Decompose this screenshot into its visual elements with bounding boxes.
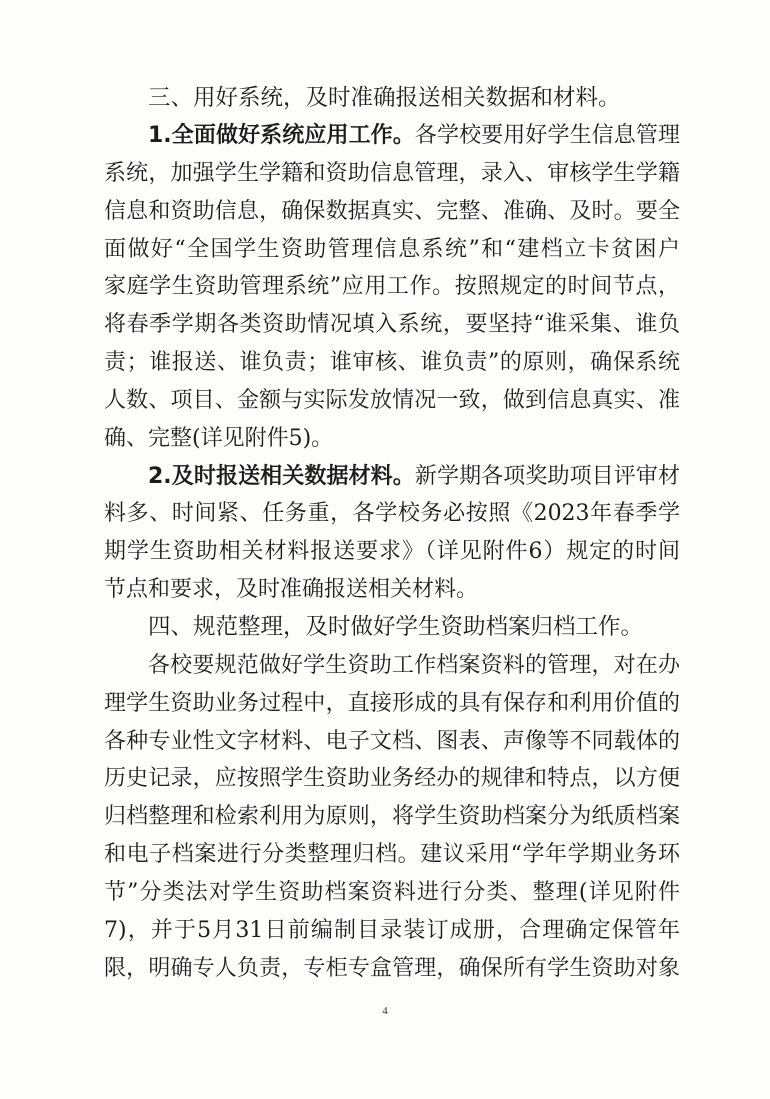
item-1-first-line-rest: 各学校要用好学生信息管理 [414, 123, 680, 148]
section-4-heading: 四、规范整理，及时做好学生资助档案归档工作。 [148, 614, 644, 640]
item-2-line: 节点和要求，及时准确报送相关材料。 [104, 577, 479, 602]
item-1-line: 将春季学期各类资助情况填入系统，要坚持“谁采集、谁负 [104, 312, 680, 337]
item-2-line: 期学生资助相关材料报送要求》（详见附件6）规定的时间 [104, 539, 680, 564]
section-4-first-line: 各校要规范做好学生资助工作档案资料的管理，对在办 [148, 653, 680, 678]
section-4-line: 历史记录，应按照学生资助业务经办的规律和特点，以方便 [104, 766, 680, 791]
section-4-line: 理学生资助业务过程中，直接形成的具有保存和利用价值的 [104, 691, 680, 716]
section-3-heading: 三、用好系统，及时准确报送相关数据和材料。 [148, 85, 621, 111]
item-2-first-line-rest: 新学期各项奖助项目评审材 [414, 464, 680, 489]
section-4-line: 各种专业性文字材料、电子文档、图表、声像等不同载体的 [104, 729, 680, 754]
item-1-line: 家庭学生资助管理系统”应用工作。按照规定的时间节点， [104, 274, 680, 299]
item-2-line: 料多、时间紧、任务重，各学校务必按照《2023年春季学 [104, 501, 680, 526]
item-2-first-line [148, 458, 680, 496]
section-4-line: 限，明确专人负责，专柜专盒管理，确保所有学生资助对象 [104, 956, 680, 981]
item-1-line: 面做好“全国学生资助管理信息系统”和“建档立卡贫困户 [104, 237, 680, 262]
item-1-title: 1.全面做好系统应用工作。 [148, 123, 415, 148]
item-1-first-line [148, 117, 680, 155]
item-1-line: 人数、项目、金额与实际发放情况一致，做到信息真实、准 [104, 388, 680, 413]
item-2-title: 2.及时报送相关数据材料。 [148, 464, 415, 489]
section-4-line: 和电子档案进行分类整理归档。建议采用“学年学期业务环 [104, 842, 680, 867]
section-4-line: 节”分类法对学生资助档案资料进行分类、整理(详见附件 [104, 880, 680, 905]
item-1-line: 信息和资助信息，确保数据真实、完整、准确、及时。要全 [104, 199, 680, 224]
item-1-line: 确、完整(详见附件5)。 [104, 426, 334, 451]
page-number: 4 [382, 1005, 388, 1017]
item-1-line: 系统，加强学生学籍和资助信息管理，录入、审核学生学籍 [104, 161, 680, 186]
section-4-line: 归档整理和检索利用为原则，将学生资助档案分为纸质档案 [104, 804, 680, 829]
item-1-line: 责；谁报送、谁负责；谁审核、谁负责”的原则，确保系统 [104, 350, 680, 375]
section-4-line: 7)，并于5月31日前编制目录装订成册，合理确定保管年 [104, 918, 680, 943]
